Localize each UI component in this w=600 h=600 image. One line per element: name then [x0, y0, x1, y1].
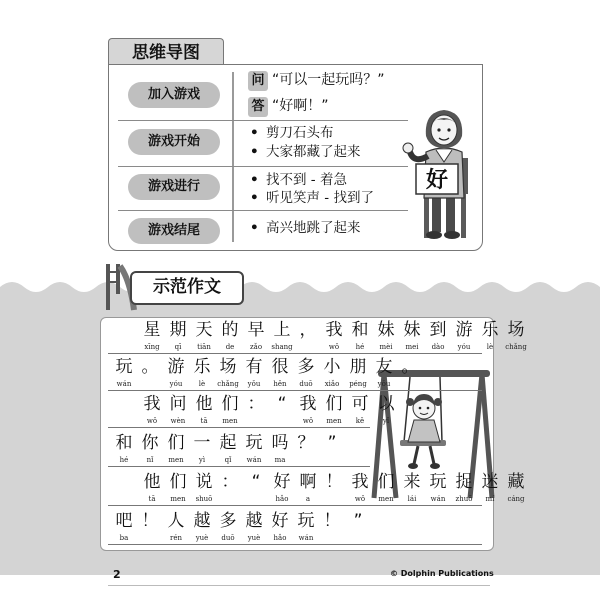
hanzi: 吗	[271, 433, 289, 453]
pinyin	[320, 533, 344, 543]
hanzi: 我	[325, 320, 343, 340]
hanzi: ”	[353, 511, 363, 531]
essay-char	[192, 319, 216, 352]
essay-char	[296, 319, 320, 352]
hanzi: 好	[271, 511, 289, 531]
pinyin: chǎng	[505, 343, 527, 351]
question-badge: 问	[248, 71, 268, 91]
pinyin	[244, 494, 268, 504]
essay-char	[400, 471, 424, 504]
hanzi: 好	[273, 472, 291, 492]
hanzi: 玩	[245, 433, 263, 453]
pinyin: yuè	[247, 534, 261, 542]
essay-char	[164, 432, 188, 465]
pinyin: nǐ	[146, 456, 154, 464]
essay-char	[400, 319, 424, 352]
pinyin: a	[305, 495, 311, 503]
pinyin: hěn	[273, 380, 287, 388]
pinyin: hé	[355, 343, 365, 351]
pinyin: kě	[355, 417, 365, 425]
essay-char	[374, 471, 398, 504]
pinyin: wán	[246, 456, 262, 464]
essay-char	[166, 393, 190, 426]
hanzi: 可	[351, 394, 369, 414]
hanzi: 说	[195, 472, 213, 492]
pinyin: hǎo	[275, 495, 289, 503]
essay-char	[478, 471, 502, 504]
essay-char	[374, 393, 398, 426]
hanzi: 们	[377, 472, 395, 492]
essay-char	[320, 432, 344, 465]
hanzi: 我	[351, 472, 369, 492]
essay-char	[296, 393, 320, 426]
hanzi: 他	[195, 394, 213, 414]
pinyin: men	[326, 417, 342, 425]
question-line	[248, 70, 385, 91]
pinyin	[322, 494, 346, 504]
hanzi: 游	[455, 320, 473, 340]
hanzi: ！	[325, 472, 343, 492]
essay-char	[268, 356, 292, 389]
mind-map-node-ending: 游戏结尾	[128, 218, 220, 244]
pinyin: tā	[200, 417, 208, 425]
pinyin: wǒ	[146, 417, 158, 425]
mind-map-divider	[232, 72, 234, 242]
pinyin: zǎo	[249, 343, 263, 351]
essay-char	[244, 471, 268, 504]
pinyin	[218, 494, 242, 504]
row-separator	[118, 210, 408, 211]
pinyin: chǎng	[217, 380, 239, 388]
essay-char	[164, 510, 188, 543]
pinyin: shang	[271, 343, 293, 351]
pinyin: yóu	[169, 380, 183, 388]
pinyin: wán	[116, 380, 132, 388]
essay-char	[218, 319, 242, 352]
sample-essay-title: 示范作文	[130, 271, 244, 305]
pinyin: yì	[198, 456, 206, 464]
hanzi: 起	[219, 433, 237, 453]
hanzi: 你	[141, 433, 159, 453]
pinyin: dào	[431, 343, 445, 351]
copyright-text: © Dolphin Publications	[390, 569, 494, 578]
writing-line	[108, 353, 482, 354]
writing-line	[108, 466, 370, 467]
pinyin	[398, 379, 422, 389]
hanzi: 他	[143, 472, 161, 492]
hanzi: 和	[351, 320, 369, 340]
pinyin: ma	[274, 456, 286, 464]
essay-char	[452, 319, 476, 352]
essay-char	[112, 510, 136, 543]
pinyin: duō	[221, 534, 235, 542]
sign-text: 好	[425, 168, 449, 193]
hanzi: 友	[375, 357, 393, 377]
answer-line	[248, 96, 329, 117]
essay-char	[192, 393, 216, 426]
pinyin: wèn	[170, 417, 186, 425]
essay-char	[138, 356, 162, 389]
hanzi: “	[251, 472, 261, 492]
hanzi: ！	[323, 511, 341, 531]
hanzi: 很	[271, 357, 289, 377]
essay-char	[504, 319, 528, 352]
essay-char	[294, 510, 318, 543]
pinyin: men	[222, 417, 238, 425]
pinyin: lái	[407, 495, 417, 503]
essay-char	[242, 510, 266, 543]
essay-char	[242, 356, 266, 389]
hanzi: 玩	[297, 511, 315, 531]
hanzi: 星	[143, 320, 161, 340]
essay-char	[374, 319, 398, 352]
essay-char	[244, 319, 268, 352]
pinyin: wǒ	[354, 495, 366, 503]
essay-char	[192, 471, 216, 504]
essay-char	[398, 356, 422, 389]
answer-badge: 答	[248, 97, 268, 117]
pinyin	[270, 416, 294, 426]
hanzi: 天	[195, 320, 213, 340]
essay-char	[346, 510, 370, 543]
essay-char	[270, 471, 294, 504]
hanzi: 们	[169, 472, 187, 492]
hanzi: 有	[245, 357, 263, 377]
pinyin: mèi	[379, 343, 393, 351]
hanzi: 和	[115, 433, 133, 453]
question-text: “可以一起玩吗？”	[272, 72, 385, 88]
pinyin: hǎo	[273, 534, 287, 542]
essay-char	[426, 471, 450, 504]
essay-char	[140, 393, 164, 426]
essay-char	[140, 471, 164, 504]
hanzi: 妹	[377, 320, 395, 340]
writing-line	[108, 427, 370, 428]
writing-line	[108, 390, 482, 391]
essay-char	[348, 393, 372, 426]
bullet-item: • 找不到 - 着急	[250, 172, 347, 188]
bullet-item: • 高兴地跳了起来	[250, 220, 361, 236]
essay-char	[244, 393, 268, 426]
essay-char	[112, 432, 136, 465]
essay-char	[320, 356, 344, 389]
hanzi: 玩	[115, 357, 133, 377]
essay-char	[372, 356, 396, 389]
essay-char	[322, 471, 346, 504]
pinyin: wán	[298, 534, 314, 542]
hanzi: 的	[221, 320, 239, 340]
pinyin: tiān	[197, 343, 211, 351]
pinyin: men	[378, 495, 394, 503]
pinyin: rén	[170, 534, 182, 542]
row-separator	[118, 166, 408, 167]
pinyin: zhuō	[455, 495, 473, 503]
essay-char	[190, 356, 214, 389]
hanzi: ：	[221, 472, 239, 492]
hanzi: “	[277, 394, 287, 414]
essay-char	[348, 471, 372, 504]
essay-char	[216, 510, 240, 543]
writing-line	[108, 505, 482, 506]
hanzi: 们	[221, 394, 239, 414]
pinyin	[138, 379, 162, 389]
pinyin: men	[168, 456, 184, 464]
writing-line	[108, 544, 482, 545]
hanzi: 小	[323, 357, 341, 377]
hanzi: 迷	[481, 472, 499, 492]
hanzi: 玩	[429, 472, 447, 492]
essay-char	[268, 510, 292, 543]
pinyin: yǐ	[382, 417, 390, 425]
essay-char	[138, 510, 162, 543]
pinyin: qǐ	[224, 456, 232, 464]
pinyin: mei	[405, 343, 419, 351]
hanzi: 来	[403, 472, 421, 492]
essay-char	[346, 356, 370, 389]
hanzi: 早	[247, 320, 265, 340]
hanzi: 越	[193, 511, 211, 531]
essay-char	[216, 432, 240, 465]
bullet-item: • 剪刀石头布	[250, 125, 334, 141]
pinyin: duō	[299, 380, 313, 388]
hanzi: 们	[325, 394, 343, 414]
hanzi: 以	[377, 394, 395, 414]
hanzi: 藏	[507, 472, 525, 492]
bullet-item: • 大家都藏了起来	[250, 144, 361, 160]
mind-map-node-progress: 游戏进行	[128, 174, 220, 200]
hanzi: ？	[297, 433, 315, 453]
essay-char	[348, 319, 372, 352]
pinyin: xiǎo	[324, 380, 340, 388]
pinyin	[294, 455, 318, 465]
hanzi: 啊	[299, 472, 317, 492]
essay-char	[452, 471, 476, 504]
pinyin: lè	[198, 380, 206, 388]
essay-char	[294, 432, 318, 465]
essay-char	[166, 471, 190, 504]
pinyin: cáng	[507, 495, 525, 503]
bullet-item: • 听见笑声 - 找到了	[250, 190, 374, 206]
pinyin: mí	[485, 495, 495, 503]
footer-divider	[108, 585, 490, 586]
pinyin: shuō	[195, 495, 213, 503]
hanzi: 期	[169, 320, 187, 340]
essay-char	[242, 432, 266, 465]
hanzi: 场	[507, 320, 525, 340]
hanzi: 妹	[403, 320, 421, 340]
pinyin	[296, 342, 320, 352]
essay-char	[190, 510, 214, 543]
essay-char	[138, 432, 162, 465]
hanzi: 多	[297, 357, 315, 377]
hanzi: 多	[219, 511, 237, 531]
hanzi: 越	[245, 511, 263, 531]
essay-char	[294, 356, 318, 389]
pinyin: ba	[119, 534, 129, 542]
essay-char	[296, 471, 320, 504]
pinyin: men	[170, 495, 186, 503]
essay-char	[504, 471, 528, 504]
teacher-illustration	[388, 100, 498, 250]
hanzi: 。	[401, 357, 419, 377]
mind-map-node-start: 游戏开始	[128, 129, 220, 155]
essay-char	[322, 319, 346, 352]
hanzi: 我	[143, 394, 161, 414]
hanzi: ，	[299, 320, 317, 340]
pinyin: wǒ	[328, 343, 340, 351]
hanzi: 吧	[115, 511, 133, 531]
pinyin	[320, 455, 344, 465]
essay-char	[140, 319, 164, 352]
pinyin: wǒ	[302, 417, 314, 425]
hanzi: ！	[141, 511, 159, 531]
hanzi: 乐	[193, 357, 211, 377]
page-number: 2	[113, 568, 121, 581]
hanzi: 场	[219, 357, 237, 377]
pinyin: yóu	[457, 343, 471, 351]
pinyin: de	[225, 343, 235, 351]
pinyin: yǒu	[247, 380, 261, 388]
hanzi: 上	[273, 320, 291, 340]
pinyin: péng	[349, 380, 367, 388]
pinyin	[138, 533, 162, 543]
hanzi: 问	[169, 394, 187, 414]
essay-char	[112, 356, 136, 389]
pinyin	[346, 533, 370, 543]
hanzi: 我	[299, 394, 317, 414]
essay-char	[478, 319, 502, 352]
hanzi: ：	[247, 394, 265, 414]
essay-char	[270, 393, 294, 426]
hanzi: 人	[167, 511, 185, 531]
essay-char	[320, 510, 344, 543]
hanzi: 们	[167, 433, 185, 453]
mind-map-title: 思维导图	[108, 38, 224, 67]
hanzi: 游	[167, 357, 185, 377]
essay-char	[164, 356, 188, 389]
pinyin: hé	[119, 456, 129, 464]
hanzi: 乐	[481, 320, 499, 340]
essay-char	[268, 432, 292, 465]
pinyin: xīng	[144, 343, 160, 351]
pinyin: lè	[486, 343, 494, 351]
hanzi: 朋	[349, 357, 367, 377]
essay-char	[190, 432, 214, 465]
pinyin: qī	[174, 343, 182, 351]
pinyin: yuè	[195, 534, 209, 542]
essay-char	[322, 393, 346, 426]
hanzi: ”	[327, 433, 337, 453]
answer-text: “好啊！”	[272, 98, 329, 114]
pinyin	[244, 416, 268, 426]
hanzi: 捉	[455, 472, 473, 492]
essay-char	[166, 319, 190, 352]
pinyin: wán	[430, 495, 446, 503]
essay-char	[218, 393, 242, 426]
hanzi: 。	[141, 357, 159, 377]
essay-char	[426, 319, 450, 352]
mind-map-node-join: 加入游戏	[128, 82, 220, 108]
pinyin: yǒu	[377, 380, 391, 388]
pinyin: tā	[148, 495, 156, 503]
essay-char	[218, 471, 242, 504]
hanzi: 到	[429, 320, 447, 340]
essay-char	[270, 319, 294, 352]
essay-char	[216, 356, 240, 389]
row-separator	[118, 120, 408, 121]
hanzi: 一	[193, 433, 211, 453]
